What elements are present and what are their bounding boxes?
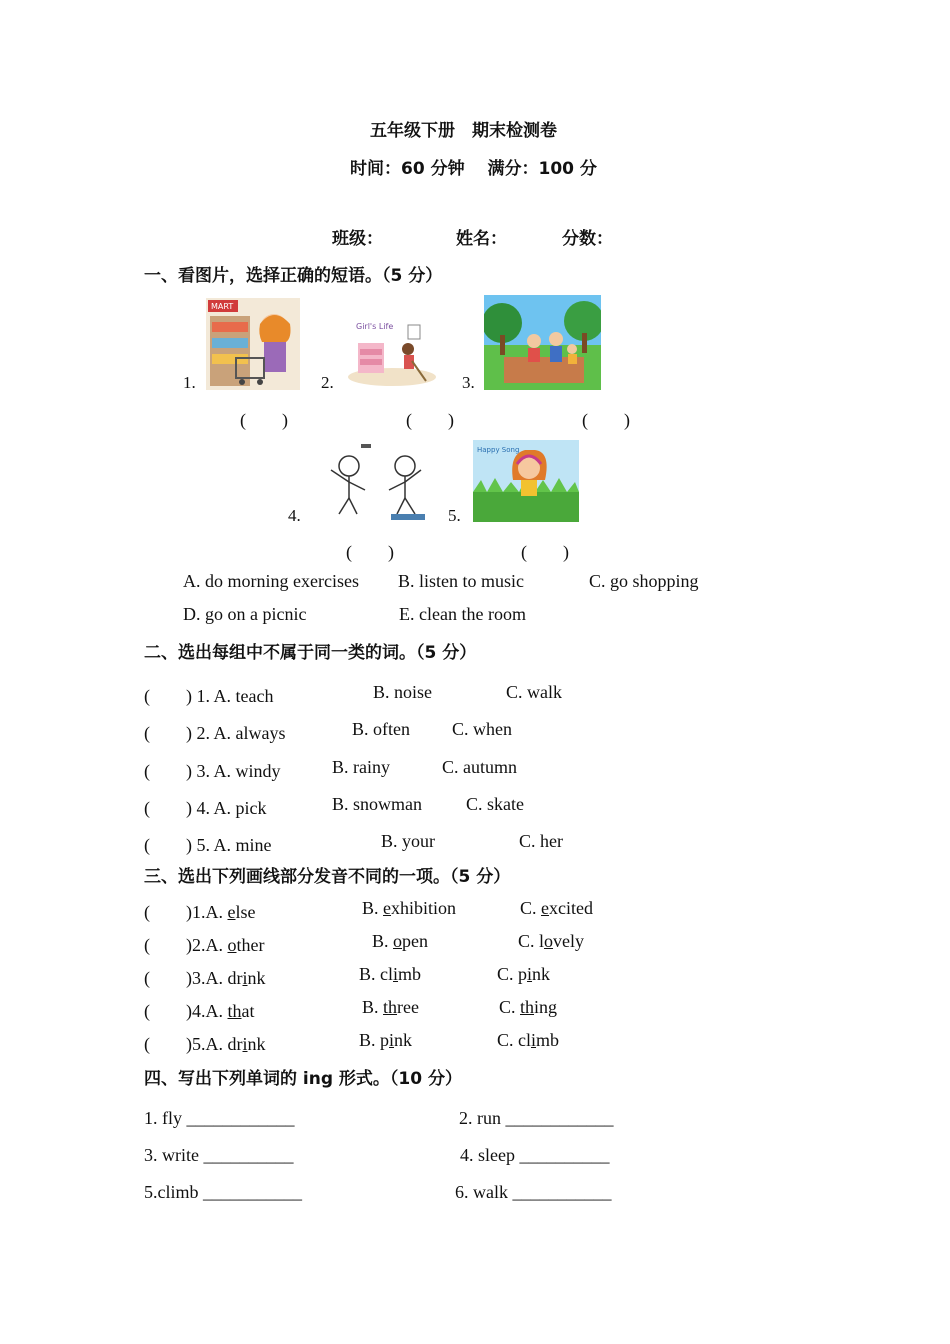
odd-one-out-question: ( ) 4. A. pick [144,798,267,818]
option-c: C. when [452,719,512,739]
svg-text:Happy Song: Happy Song [477,446,520,454]
option-b: B. climb [359,964,422,984]
exercises-picture [313,440,433,524]
option-c: C. pink [497,964,551,984]
phonics-question: ( )1.A. else [144,902,256,922]
option-c: C. go shopping [589,571,699,591]
option-c: C. walk [506,682,562,702]
option-b: B. often [352,719,410,739]
option-b: B. your [381,831,435,851]
ing-form-item[interactable]: 5.climb ___________ [144,1182,302,1202]
picture-5-answer-bracket[interactable]: ( ) [521,542,569,562]
phonics-question: ( )4.A. that [144,1001,255,1021]
option-c: C. climb [497,1030,560,1050]
section-4-heading: 四、写出下列单词的 ing 形式。（10 分） [144,1069,463,1089]
page-title: 五年级下册 期末检测卷 [370,121,557,141]
picture-4-number: 4. [288,506,301,525]
ing-form-item[interactable]: 4. sleep __________ [460,1145,610,1165]
option-b: B. noise [373,682,433,702]
odd-one-out-question: ( ) 2. A. always [144,723,286,743]
phonics-question: ( )2.A. other [144,935,265,955]
picnic-picture [484,295,601,390]
picture-2-number: 2. [321,373,334,392]
score-label: 分数： [562,229,613,249]
ing-form-item[interactable]: 2. run ____________ [459,1108,614,1128]
option-b: B. exhibition [362,898,457,918]
option-e: E. clean the room [399,604,526,624]
option-b: B. snowman [332,794,422,814]
option-b: B. listen to music [398,571,524,591]
ing-form-item[interactable]: 1. fly ____________ [144,1108,295,1128]
option-b: B. open [372,931,429,951]
section-2-heading: 二、选出每组中不属于同一类的词。（5 分） [144,643,477,663]
class-label: 班级： [332,229,383,249]
shopping-picture [206,298,300,390]
svg-text:MART: MART [211,302,234,311]
option-b: B. pink [359,1030,413,1050]
option-b: B. rainy [332,757,390,777]
svg-text:Girl's Life: Girl's Life [356,322,394,331]
odd-one-out-question: ( ) 1. A. teach [144,686,274,706]
section-3-heading: 三、选出下列画线部分发音不同的一项。（5 分） [144,867,511,887]
picture-2-answer-bracket[interactable]: ( ) [406,410,454,430]
option-c: C. skate [466,794,524,814]
picture-3-answer-bracket[interactable]: ( ) [582,410,630,430]
option-c: C. lovely [518,931,585,951]
option-c: C. excited [520,898,593,918]
picture-3-number: 3. [462,373,475,392]
picture-5-number: 5. [448,506,461,525]
picture-1-number: 1. [183,373,196,392]
option-d: D. go on a picnic [183,604,307,624]
option-c: C. autumn [442,757,517,777]
ing-form-item[interactable]: 3. write __________ [144,1145,294,1165]
odd-one-out-question: ( ) 3. A. windy [144,761,281,781]
music-picture [473,440,579,522]
ing-form-item[interactable]: 6. walk ___________ [455,1182,612,1202]
name-label: 姓名： [456,229,507,249]
cleaning-picture [346,315,438,387]
section-1-heading: 一、看图片，选择正确的短语。（5 分） [144,266,443,286]
option-a: A. do morning exercises [183,571,359,591]
option-c: C. thing [499,997,558,1017]
exam-info: 时间：60 分钟 满分：100 分 [350,159,597,179]
option-c: C. her [519,831,563,851]
picture-4-answer-bracket[interactable]: ( ) [346,542,394,562]
phonics-question: ( )5.A. drink [144,1034,266,1054]
picture-1-answer-bracket[interactable]: ( ) [240,410,288,430]
option-b: B. three [362,997,420,1017]
odd-one-out-question: ( ) 5. A. mine [144,835,272,855]
phonics-question: ( )3.A. drink [144,968,266,988]
